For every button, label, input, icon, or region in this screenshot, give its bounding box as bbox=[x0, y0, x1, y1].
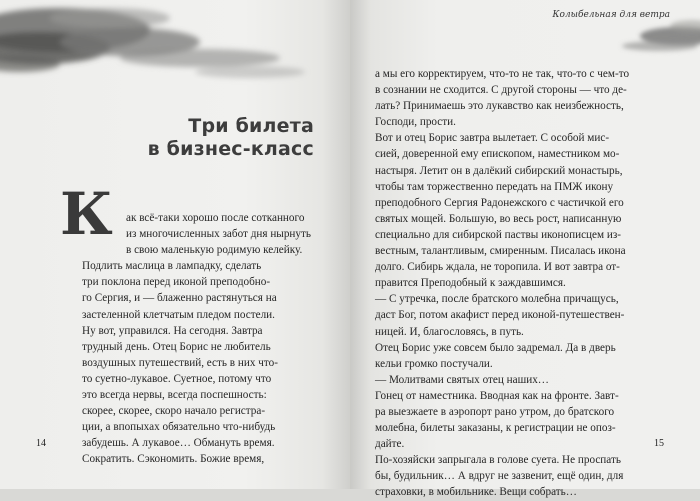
left-text-beside-cap bbox=[126, 210, 311, 258]
text-line: бы, будильник… А вдруг не зазвенит, ещё один, для bbox=[375, 470, 624, 483]
chapter-title bbox=[148, 115, 314, 161]
text-line: настыря. Летит он в далёкий сибирский монастырь, bbox=[375, 164, 623, 177]
text-line: По-хозяйски запрыгала в голове суета. Не проспать bbox=[375, 454, 621, 467]
text-line: долго. Сибирь ждала, не торопила. И вот завтра от- bbox=[375, 261, 620, 274]
text-line: ницей. И, благословясь, в путь. bbox=[375, 325, 524, 338]
text-line: Гонец от наместника. Вводная как на фронте. Завт- bbox=[375, 389, 619, 402]
page-number-left: 14 bbox=[36, 438, 46, 449]
text-line: дайте. bbox=[375, 438, 405, 451]
text-line: кельи громко постучали. bbox=[375, 357, 493, 370]
left-page bbox=[0, 0, 350, 489]
text-line: специально для сибирской паствы иконописцем из- bbox=[375, 228, 622, 241]
text-line: чтобы там торжественно передать на ПМЖ икону bbox=[375, 180, 614, 193]
text-line: го Сергия, и — блаженно растянуться на bbox=[82, 292, 277, 305]
text-line: Отец Борис уже совсем было задремал. Да в дверь bbox=[375, 341, 616, 354]
text-line: даст Бог, потом акафист перед иконой-путешествен- bbox=[375, 309, 625, 322]
text-line: страховки, в мобильнике. Вещи собрать… bbox=[375, 486, 577, 499]
text-line: застеленной клетчатым пледом постели. bbox=[82, 308, 275, 321]
text-line: воздушных путешествий, есть в них что- bbox=[82, 356, 278, 369]
text-line: из многочисленных забот дня нырнуть bbox=[126, 228, 311, 241]
text-line: ции, а впопыхах обязательно что-нибудь bbox=[82, 421, 276, 434]
text-line: правится Преподобный к заждавшимся. bbox=[375, 277, 566, 290]
page-number-right: 15 bbox=[654, 438, 664, 449]
text-line: Ну вот, управился. На сегодня. Завтра bbox=[82, 324, 263, 337]
chapter-title-line-1: Три билета bbox=[188, 115, 314, 137]
text-line: ра выезжаете в аэропорт рано утром, до братского bbox=[375, 405, 615, 418]
text-line: молебна, билеты заказаны, к регистрации не опоз- bbox=[375, 422, 616, 435]
text-line: три поклона перед иконой преподобно- bbox=[82, 276, 271, 289]
text-line: Подлить маслица в лампадку, сделать bbox=[82, 260, 262, 273]
text-line: — С утречка, после братского молебна причащусь, bbox=[375, 293, 619, 306]
text-line: это всегда нервы, всегда поспешность: bbox=[82, 389, 267, 402]
right-page bbox=[350, 0, 700, 499]
text-line: лать? Принимаешь это лукавство как неизбежность, bbox=[375, 100, 624, 113]
text-line: забудешь. А лукавое… Обмануть время. bbox=[82, 437, 275, 450]
text-line: ак всё-таки хорошо после сотканного bbox=[126, 212, 305, 224]
text-line: Сократить. Сэкономить. Божие время, bbox=[82, 453, 265, 466]
cloud-illustration bbox=[0, 0, 350, 110]
cloud-illustration bbox=[580, 0, 700, 60]
text-line: святых мощей. Большую, во весь рост, написанную bbox=[375, 212, 622, 225]
text-line: скорее, скорее, скоро начало регистра- bbox=[82, 405, 266, 418]
text-line: а мы его корректируем, что-то не так, что-то с чем-то bbox=[375, 68, 630, 80]
running-head: Колыбельная для ветра bbox=[552, 10, 670, 20]
right-text-body bbox=[375, 66, 629, 501]
text-line: трудный день. Отец Борис не любитель bbox=[82, 340, 271, 353]
text-line: сией, доверенной ему епископом, наместником мо- bbox=[375, 148, 620, 161]
text-line: Господи, прости. bbox=[375, 116, 456, 129]
text-line: то суетно-лукавое. Суетное, потому что bbox=[82, 372, 272, 385]
text-line: вестным, талантливым, смиренным. Писалась икона bbox=[375, 245, 626, 258]
drop-cap: К bbox=[60, 180, 113, 248]
text-line: в свою маленькую родимую келейку. bbox=[126, 244, 303, 257]
text-line: преподобного Сергия Радонежского с частичкой его bbox=[375, 196, 624, 209]
left-text-body bbox=[82, 258, 278, 467]
text-line: в сознании не сходится. С другой стороны — что де- bbox=[375, 84, 627, 97]
chapter-title-line-2: в бизнес-класс bbox=[147, 138, 314, 160]
text-line: Вот и отец Борис завтра вылетает. С особой мис- bbox=[375, 132, 610, 145]
text-line: — Молитвами святых отец наших… bbox=[375, 373, 549, 386]
